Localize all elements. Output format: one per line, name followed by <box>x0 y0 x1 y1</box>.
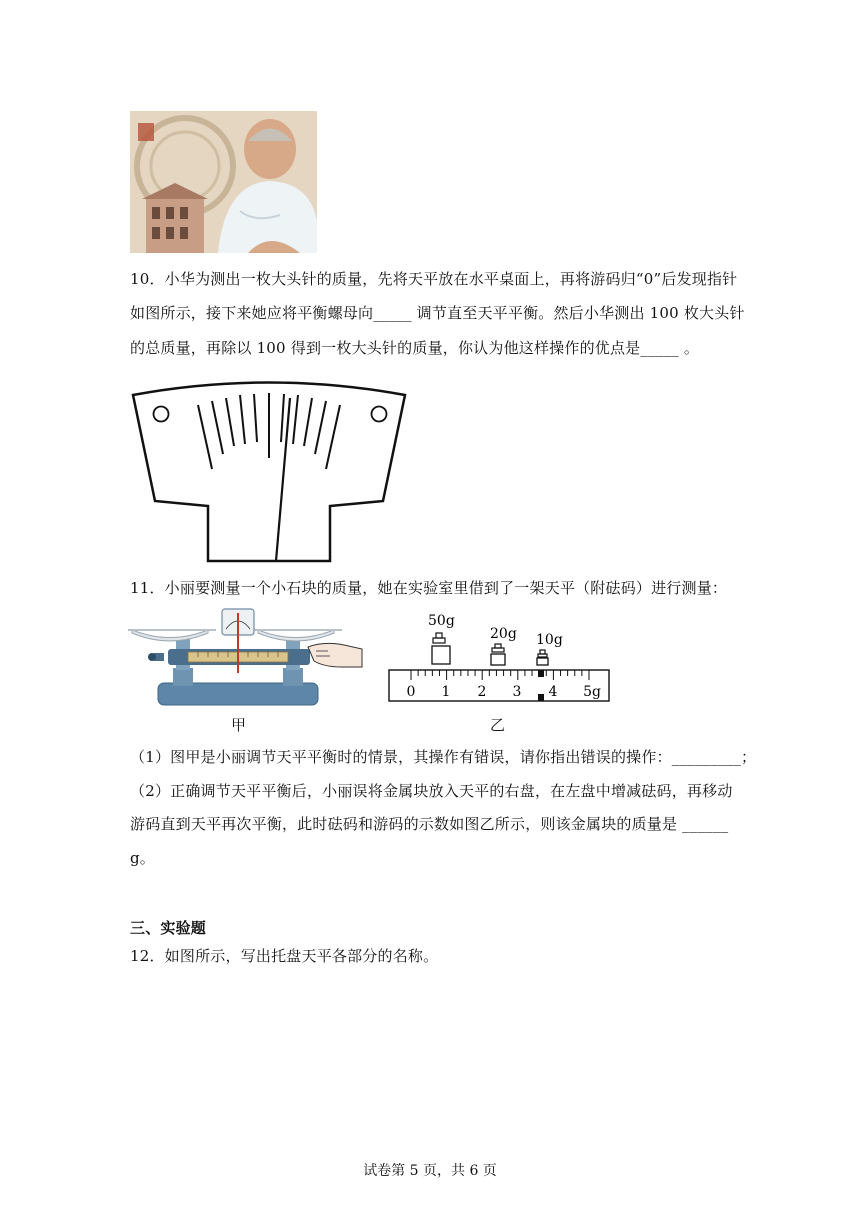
weight-50g-label: 50g <box>428 613 455 629</box>
weights-ruler-figure-yi <box>386 608 616 704</box>
scale-hole-right <box>372 407 387 422</box>
q10-line1: 10．小华为测出一枚大头针的质量，先将天平放在水平桌面上，再将游码归“0”后发现指针 <box>130 270 738 288</box>
q11-part1: （1）图甲是小丽调节天平平衡时的情景，其操作有错误，请你指出错误的操作：_________； <box>130 748 757 766</box>
ruler-label-3: 3 <box>512 684 522 700</box>
q11-part2-line3: g。 <box>130 849 156 867</box>
ruler-label-2: 2 <box>477 684 487 700</box>
rider-top <box>538 670 544 677</box>
ruler-label-4: 4 <box>548 684 558 700</box>
balance-figure-jia <box>128 603 364 707</box>
weight-10g-label: 10g <box>536 632 563 648</box>
ruler-label-5g: 5g <box>583 684 601 700</box>
q11-intro: 11．小丽要测量一个小石块的质量，她在实验室里借到了一架天平（附砝码）进行测量： <box>130 579 728 597</box>
weight-50g <box>432 646 450 664</box>
fig-yi-label: 乙 <box>490 716 506 734</box>
q10-line3: 的总质量，再除以 100 得到一枚大头针的质量，你认为他这样操作的优点是_____ 。 <box>130 339 700 357</box>
portrait-illustration <box>130 111 317 253</box>
weight-10g <box>537 658 548 665</box>
rider-bottom <box>538 694 544 701</box>
scale-ticks <box>198 393 340 469</box>
fig-jia-label: 甲 <box>231 716 247 734</box>
ruler-label-0: 0 <box>406 684 416 700</box>
weight-20g <box>491 654 505 665</box>
section-heading: 三、实验题 <box>130 919 207 937</box>
q12-text: 12．如图所示，写出托盘天平各部分的名称。 <box>130 947 439 965</box>
page-footer: 试卷第 5 页，共 6 页 <box>363 1163 497 1179</box>
weight-20g-label: 20g <box>490 626 517 642</box>
portrait-photo <box>130 111 317 253</box>
ruler-label-1: 1 <box>441 684 451 700</box>
q11-part2-line2: 游码直到天平再次平衡，此时砝码和游码的示数如图乙所示，则该金属块的质量是 ______ <box>130 815 729 833</box>
q10-line2: 如图所示，接下来她应将平衡螺母向_____ 调节直至天平平衡。然后小华测出 100 枚大头针 <box>130 304 745 322</box>
scale-hole-left <box>154 407 169 422</box>
pointer-scale-figure <box>128 376 410 566</box>
rider-scale <box>389 670 609 701</box>
q11-part2-line1: （2）正确调节天平平衡后，小丽误将金属块放入天平的右盘，在左盘中增减砝码，再移动 <box>130 782 733 800</box>
